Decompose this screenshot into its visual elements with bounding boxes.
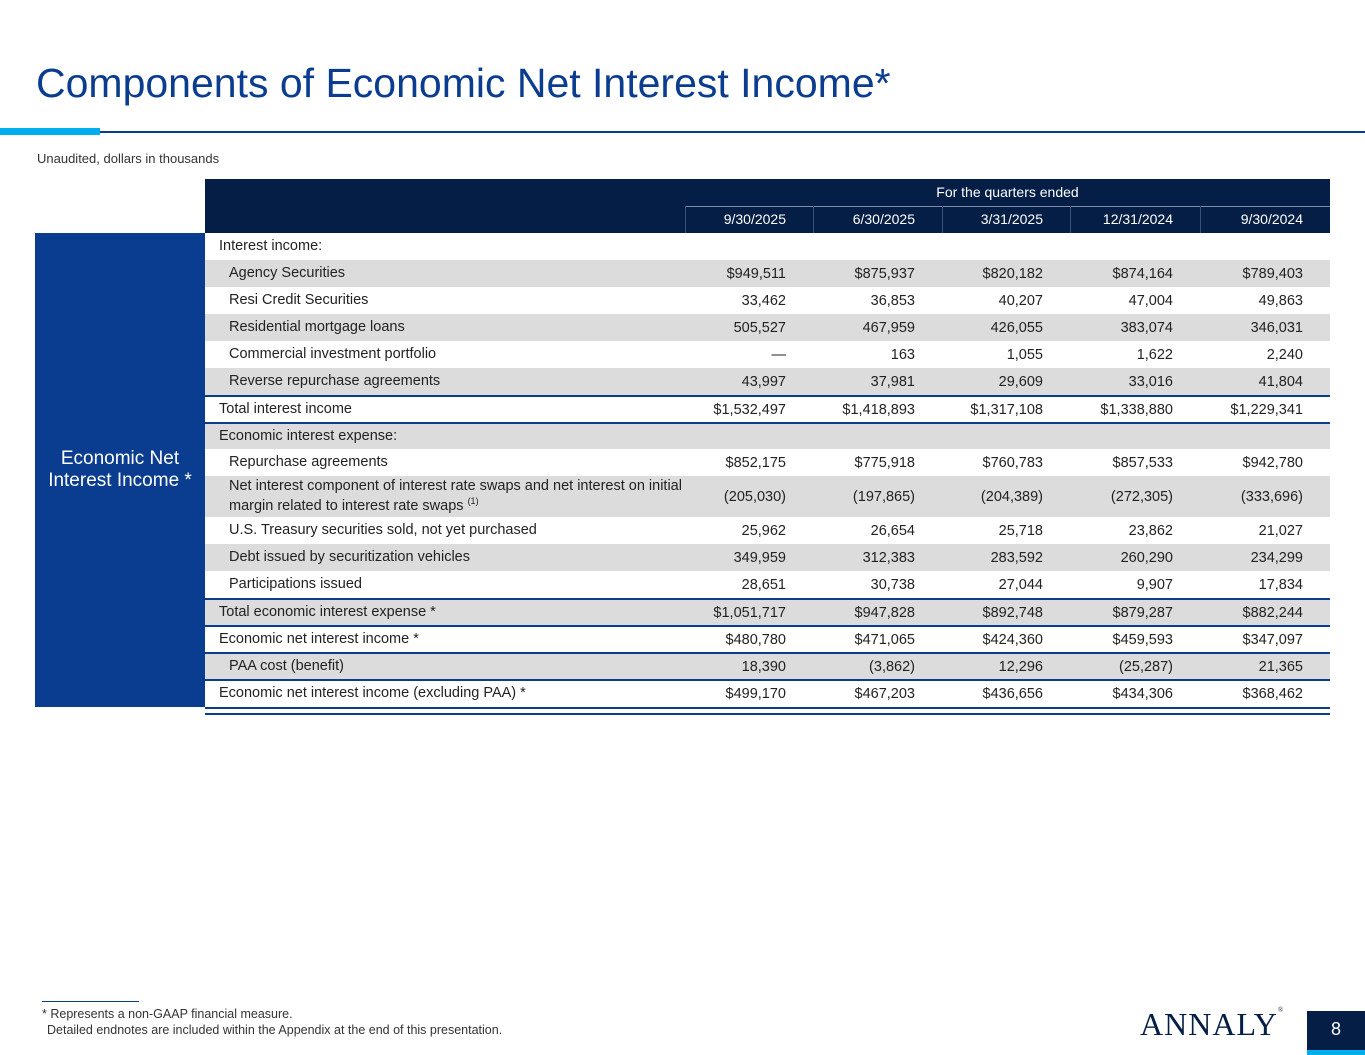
row-label bbox=[205, 686, 685, 701]
cell-value: 312,383 bbox=[862, 549, 915, 566]
data-table bbox=[205, 233, 1330, 715]
table-header bbox=[205, 179, 1330, 233]
cell-value: 49,863 bbox=[1258, 292, 1303, 309]
cell-value: 28,651 bbox=[741, 576, 786, 593]
row-label bbox=[205, 577, 685, 592]
footnote-divider bbox=[42, 1001, 139, 1002]
cell-value: $942,780 bbox=[1242, 454, 1303, 471]
cell-value: 467,959 bbox=[862, 319, 915, 336]
cell-value: $459,593 bbox=[1112, 631, 1173, 648]
cell-value: $1,532,497 bbox=[713, 401, 786, 418]
cell-value: 25,718 bbox=[998, 522, 1043, 539]
cell-value: 2,240 bbox=[1266, 346, 1303, 363]
cell-value: (3,862) bbox=[869, 658, 915, 675]
row-label bbox=[205, 632, 685, 647]
cell-value: $949,511 bbox=[726, 265, 786, 282]
cell-value: 33,462 bbox=[741, 292, 786, 309]
cell-value: $434,306 bbox=[1112, 685, 1173, 702]
cell-value: 37,981 bbox=[870, 373, 915, 390]
annaly-logo: ANNALY® bbox=[1140, 1006, 1285, 1042]
column-header: 6/30/2025 bbox=[813, 206, 942, 233]
column-header: 9/30/2024 bbox=[1200, 206, 1330, 233]
cell-value: 505,527 bbox=[733, 319, 786, 336]
row-label-text: Reverse repurchase agreements bbox=[229, 373, 441, 389]
footnote-non-gaap: * Represents a non-GAAP financial measure. bbox=[42, 1007, 293, 1021]
cell-value: 17,834 bbox=[1258, 576, 1303, 593]
row-label bbox=[205, 293, 685, 308]
cell-value: $1,418,893 bbox=[842, 401, 915, 418]
cell-value: 426,055 bbox=[990, 319, 1043, 336]
section-label: Economic Net Interest Income * bbox=[35, 233, 205, 707]
table-row bbox=[205, 517, 1330, 544]
cell-value: 383,074 bbox=[1120, 319, 1173, 336]
cell-value: (197,865) bbox=[852, 488, 915, 505]
cell-value: 283,592 bbox=[990, 549, 1043, 566]
cell-value: $882,244 bbox=[1242, 604, 1303, 621]
row-label bbox=[205, 266, 685, 281]
cell-value: $892,748 bbox=[982, 604, 1043, 621]
table-row bbox=[205, 341, 1330, 368]
row-label bbox=[205, 402, 685, 417]
cell-value: 30,738 bbox=[870, 576, 915, 593]
row-label-text: Agency Securities bbox=[229, 265, 346, 281]
cell-value: $875,937 bbox=[854, 265, 915, 282]
row-label-text: Economic net interest income * bbox=[219, 631, 419, 647]
table-row bbox=[205, 652, 1330, 679]
table-row bbox=[205, 476, 1330, 517]
cell-value: $467,203 bbox=[854, 685, 915, 702]
cell-value: 36,853 bbox=[870, 292, 915, 309]
row-label-text: Net interest component of interest rate swaps and net interest on initial margin related to interest rate swaps bbox=[229, 478, 682, 514]
table-row bbox=[205, 598, 1330, 625]
cell-value: 9,907 bbox=[1136, 576, 1173, 593]
title-divider bbox=[0, 131, 1365, 133]
row-label bbox=[205, 239, 685, 254]
cell-value: 1,622 bbox=[1136, 346, 1173, 363]
table-row bbox=[205, 449, 1330, 476]
row-label bbox=[205, 605, 685, 620]
footnote-marker: (1) bbox=[467, 496, 479, 507]
cell-value: $775,918 bbox=[854, 454, 915, 471]
cell-value: (272,305) bbox=[1110, 488, 1173, 505]
cell-value: (333,696) bbox=[1240, 488, 1303, 505]
cell-value: 349,959 bbox=[733, 549, 786, 566]
cell-value: $1,338,880 bbox=[1100, 401, 1173, 418]
cell-value: 18,390 bbox=[741, 658, 786, 675]
header-group-label: For the quarters ended bbox=[685, 179, 1330, 207]
cell-value: 12,296 bbox=[998, 658, 1043, 675]
row-label bbox=[205, 523, 685, 538]
cell-value: $347,097 bbox=[1242, 631, 1303, 648]
cell-value: 27,044 bbox=[998, 576, 1043, 593]
row-label-text: Resi Credit Securities bbox=[229, 292, 369, 308]
row-label-text: Economic net interest income (excluding PAA) * bbox=[219, 685, 526, 701]
cell-value: 25,962 bbox=[741, 522, 786, 539]
table-bottom-border bbox=[205, 707, 1330, 715]
table-row bbox=[205, 395, 1330, 422]
cell-value: 23,862 bbox=[1128, 522, 1173, 539]
row-label-text: Interest income: bbox=[219, 238, 323, 254]
row-label bbox=[205, 347, 685, 362]
cell-value: $471,065 bbox=[854, 631, 915, 648]
cell-value: $1,317,108 bbox=[970, 401, 1043, 418]
cell-value: 21,027 bbox=[1258, 522, 1303, 539]
row-label-text: Repurchase agreements bbox=[229, 454, 388, 470]
cell-value: $368,462 bbox=[1242, 685, 1303, 702]
cell-value: $820,182 bbox=[982, 265, 1043, 282]
table-row bbox=[205, 571, 1330, 598]
row-label-text: Residential mortgage loans bbox=[229, 319, 405, 335]
row-label-text: Commercial investment portfolio bbox=[229, 346, 437, 362]
table-row bbox=[205, 314, 1330, 341]
cell-value: $879,287 bbox=[1112, 604, 1173, 621]
row-label-text: Participations issued bbox=[229, 576, 362, 592]
cell-value: 40,207 bbox=[998, 292, 1043, 309]
row-label-text: PAA cost (benefit) bbox=[229, 658, 344, 674]
cell-value: $424,360 bbox=[982, 631, 1043, 648]
column-header: 9/30/2025 bbox=[685, 206, 813, 233]
cell-value: 41,804 bbox=[1258, 373, 1303, 390]
row-label-text: Debt issued by securitization vehicles bbox=[229, 549, 470, 565]
cell-value: 26,654 bbox=[870, 522, 915, 539]
cell-value: $947,828 bbox=[854, 604, 915, 621]
logo-text: ANNALY bbox=[1140, 1006, 1278, 1042]
cell-value: $499,170 bbox=[725, 685, 786, 702]
table-row bbox=[205, 625, 1330, 652]
cell-value: 47,004 bbox=[1128, 292, 1173, 309]
row-label bbox=[205, 550, 685, 565]
cell-value: 43,997 bbox=[741, 373, 786, 390]
table-row bbox=[205, 679, 1330, 706]
row-label-text: U.S. Treasury securities sold, not yet purchased bbox=[229, 522, 537, 538]
cell-value: $1,229,341 bbox=[1230, 401, 1303, 418]
row-label-text: Total economic interest expense * bbox=[219, 604, 436, 620]
cell-value: 163 bbox=[890, 346, 915, 363]
cell-value: $789,403 bbox=[1242, 265, 1303, 282]
row-label bbox=[205, 659, 685, 674]
table-row bbox=[205, 368, 1330, 395]
subtitle: Unaudited, dollars in thousands bbox=[37, 151, 220, 166]
cell-value: — bbox=[771, 346, 786, 363]
cell-value: 33,016 bbox=[1128, 373, 1173, 390]
cell-value: $760,783 bbox=[982, 454, 1043, 471]
table-row bbox=[205, 544, 1330, 571]
cell-value: 21,365 bbox=[1258, 658, 1303, 675]
cell-value: $436,656 bbox=[982, 685, 1043, 702]
row-label bbox=[205, 429, 685, 444]
table-row bbox=[205, 260, 1330, 287]
row-label bbox=[205, 374, 685, 389]
cell-value: 346,031 bbox=[1250, 319, 1303, 336]
cell-value: $874,164 bbox=[1112, 265, 1173, 282]
cell-value: $480,780 bbox=[725, 631, 786, 648]
cell-value: 234,299 bbox=[1250, 549, 1303, 566]
cell-value: $857,533 bbox=[1112, 454, 1173, 471]
cell-value: (205,030) bbox=[723, 488, 786, 505]
column-header: 12/31/2024 bbox=[1070, 206, 1200, 233]
row-label-text: Economic interest expense: bbox=[219, 428, 398, 444]
footnotes bbox=[42, 1006, 502, 1038]
title-divider-accent bbox=[0, 128, 100, 135]
row-label bbox=[205, 320, 685, 335]
cell-value: 29,609 bbox=[998, 373, 1043, 390]
cell-value: (25,287) bbox=[1118, 658, 1173, 675]
row-label bbox=[205, 479, 685, 514]
cell-value: $1,051,717 bbox=[713, 604, 786, 621]
row-label bbox=[205, 455, 685, 470]
page-title: Components of Economic Net Interest Income* bbox=[36, 60, 891, 106]
cell-value: (204,389) bbox=[980, 488, 1043, 505]
column-header: 3/31/2025 bbox=[942, 206, 1070, 233]
cell-value: 260,290 bbox=[1120, 549, 1173, 566]
footnote-endnotes: Detailed endnotes are included within the Appendix at the end of this presentation. bbox=[47, 1023, 503, 1037]
table-row bbox=[205, 422, 1330, 449]
table-row bbox=[205, 233, 1330, 260]
cell-value: $852,175 bbox=[725, 454, 786, 471]
cell-value: 1,055 bbox=[1006, 346, 1043, 363]
page-number: 8 bbox=[1307, 1011, 1365, 1055]
table-row bbox=[205, 287, 1330, 314]
row-label-text: Total interest income bbox=[219, 401, 352, 417]
